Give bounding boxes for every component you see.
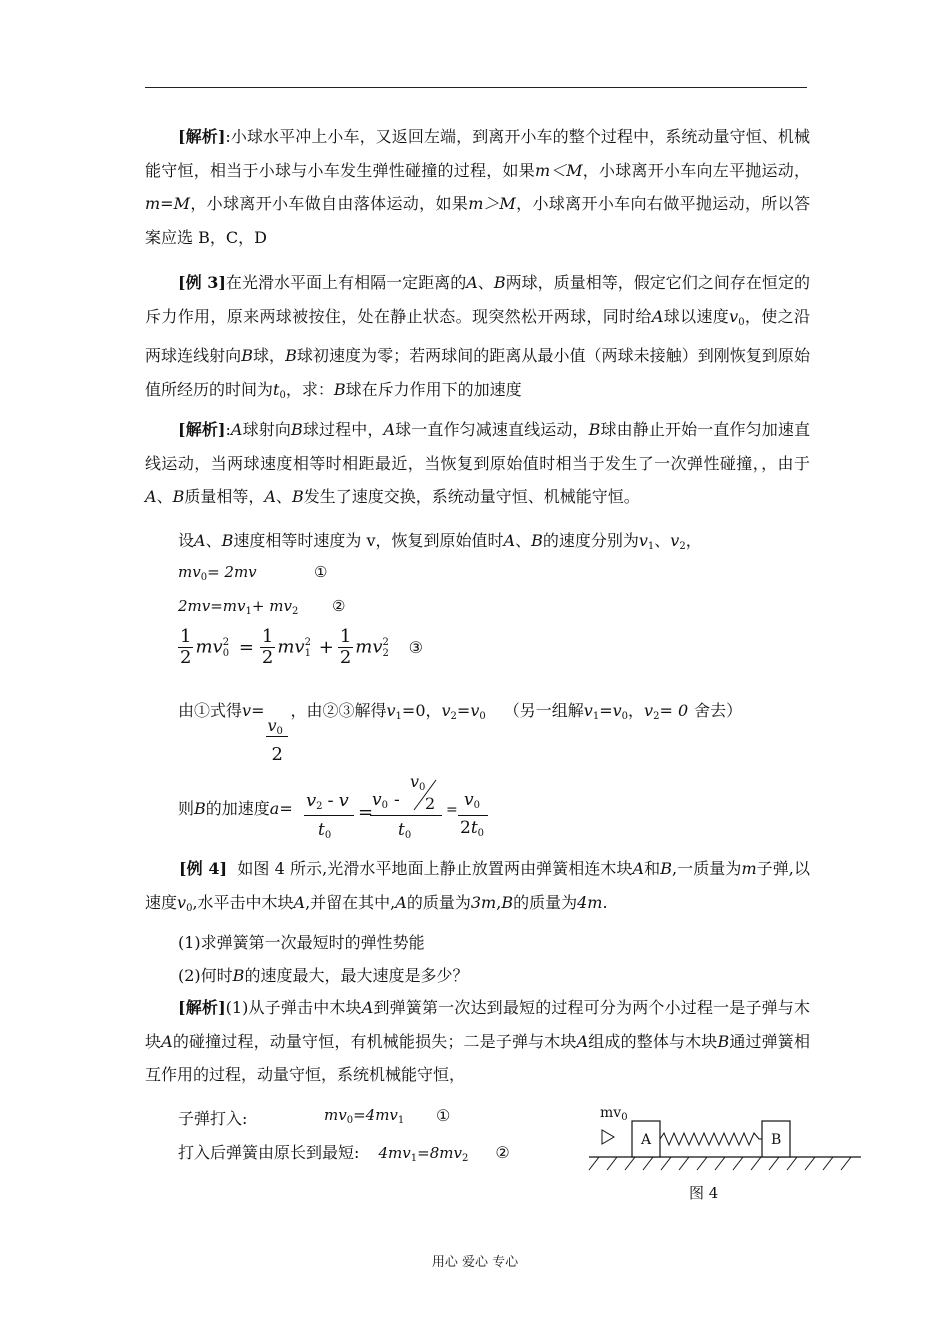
subscript: 0 — [200, 572, 208, 583]
minus: - — [327, 790, 334, 811]
equation-number: ② — [495, 1143, 510, 1162]
var: A — [632, 859, 645, 878]
text: = — [251, 701, 265, 720]
text: 的加速度 — [205, 799, 270, 818]
text: : — [225, 420, 231, 439]
text: 舍去） — [694, 701, 743, 720]
text: 到弹簧第一次达到最短的过程可分为两个小过程一是子弹与木块 — [145, 998, 810, 1051]
analysis-tag: [解析] — [178, 127, 226, 146]
var: v — [612, 701, 622, 720]
text: 子弹,以速度 — [145, 859, 810, 912]
text: (2)何时 — [178, 966, 233, 985]
var: A — [361, 998, 374, 1017]
var: A — [395, 892, 407, 912]
example-4-paragraph — [145, 852, 810, 925]
numerator: 1 — [261, 626, 274, 647]
subscript: 1 — [397, 1115, 405, 1126]
page-footer: 用心 爱心 专心 — [431, 1255, 519, 1270]
text: 的碰撞过程，动量守恒，有机械能损失；二是子弹与木块 — [172, 1031, 577, 1051]
var: B — [221, 531, 234, 550]
math: mv — [277, 636, 305, 658]
var: t — [470, 818, 478, 838]
math: m=M — [145, 194, 190, 214]
solution-3-paragraph — [145, 413, 810, 514]
plus: + — [318, 636, 334, 658]
equation-number: ① — [314, 563, 328, 581]
text: 如图 4 所示,光滑水平地面上静止放置两由弹簧相连木块 — [237, 859, 633, 878]
var: A — [651, 306, 664, 326]
subscript: 0 — [419, 782, 426, 793]
subscript: 0 — [621, 711, 629, 722]
text: 、 — [477, 273, 494, 292]
subscript: 0 — [324, 830, 332, 841]
var: v — [306, 790, 317, 811]
text: 则 — [178, 799, 195, 818]
var: m — [741, 859, 757, 878]
analysis-tag: [解析] — [178, 420, 226, 439]
text: ，小球离开小车向左平抛运动， — [582, 160, 810, 180]
subscript: 0 — [404, 830, 412, 841]
math: 4mv — [378, 1144, 411, 1162]
step-1 — [178, 1106, 451, 1129]
text: 球在斥力作用下的加速度 — [345, 379, 522, 399]
text: ，小球离开小车做自由落体运动，如果 — [189, 194, 469, 214]
text: 发生了速度交换，系统动量守恒、机械能守恒。 — [303, 487, 640, 507]
math: mv — [195, 636, 223, 658]
math: mv — [324, 1106, 347, 1124]
var: B — [588, 420, 601, 439]
subscript: 1 — [647, 541, 655, 552]
text: 球以速度 — [663, 306, 730, 326]
text: 的质量为 — [513, 892, 578, 912]
subscript: 1 — [592, 711, 600, 722]
var: v — [372, 790, 382, 810]
denominator-2: 2 — [425, 794, 436, 813]
var: v — [338, 790, 349, 811]
subscript: 2 — [382, 647, 389, 659]
example-tag: [例 4] — [179, 859, 228, 878]
denominator: 2 — [261, 647, 274, 668]
figure-mv-label — [600, 1105, 628, 1123]
var: v — [242, 701, 252, 720]
var: B — [501, 892, 514, 912]
fraction-bar — [370, 815, 442, 816]
figure-caption: 图 4 — [689, 1184, 719, 1202]
var: A — [145, 487, 157, 507]
superscript: 2 — [304, 636, 311, 648]
var: B — [493, 273, 506, 292]
subscript: 0 — [381, 800, 388, 811]
var: v — [670, 531, 680, 550]
acc-label — [178, 796, 293, 819]
equals: = — [446, 802, 458, 818]
var: v — [644, 701, 654, 720]
text: =0， — [401, 701, 442, 720]
equals: = — [358, 802, 374, 823]
var: A — [293, 892, 306, 912]
var: A — [194, 531, 206, 550]
math: = 0 — [659, 701, 689, 720]
var: 3m — [470, 892, 497, 912]
var: v — [410, 772, 420, 791]
frac2-den — [398, 820, 411, 841]
subscript: 2 — [291, 606, 299, 617]
text: 质量相等， — [184, 487, 265, 507]
spring — [660, 1133, 762, 1145]
equation-1 — [178, 563, 328, 583]
text: 球过程中， — [302, 420, 384, 439]
text: ,一质量为 — [672, 859, 742, 878]
var: v — [729, 306, 739, 326]
text: ， — [685, 531, 702, 550]
var: v — [583, 701, 593, 720]
subscript: 1 — [304, 647, 311, 659]
equation-2 — [178, 597, 346, 617]
step-2-eq — [379, 1144, 469, 1162]
var: v — [638, 531, 648, 550]
frac1-den — [318, 820, 331, 841]
var: B — [717, 1031, 730, 1051]
block-b-label: B — [771, 1132, 782, 1148]
math: =8mv — [417, 1144, 462, 1162]
text: , — [496, 892, 502, 912]
subscript: 0 — [222, 647, 230, 659]
math: mv — [178, 563, 201, 581]
minus: - — [393, 790, 400, 810]
text: ， — [628, 701, 645, 720]
text: ，由②③解得 — [290, 701, 387, 720]
var: B — [290, 420, 303, 439]
acceleration-line — [178, 772, 508, 844]
var: B — [291, 487, 304, 507]
var: B — [232, 966, 245, 985]
var: v — [267, 716, 277, 735]
numerator: 1 — [339, 626, 352, 647]
var: v — [441, 701, 451, 720]
frac3-den — [460, 818, 484, 839]
text: 、 — [654, 531, 671, 550]
solution-4-paragraph — [145, 991, 810, 1092]
text: 球射向 — [242, 420, 291, 439]
var: B — [172, 487, 185, 507]
equals: = — [238, 636, 254, 658]
var: B — [194, 799, 206, 818]
example-3-paragraph — [145, 266, 810, 412]
subscript: 0 — [186, 902, 193, 914]
setup-line — [178, 528, 702, 552]
text: 速度相等时速度为 v，恢复到原始值时 — [233, 531, 504, 550]
header-rule — [145, 87, 807, 88]
fraction — [260, 627, 275, 668]
step-label: 打入后弹簧由原长到最短: — [178, 1143, 360, 1162]
text: 由①式得 — [178, 701, 243, 720]
fraction-bar — [458, 815, 488, 816]
text: ,并留在其中, — [305, 892, 396, 912]
var: B — [660, 859, 673, 878]
text: 的速度最大，最大速度是多少？ — [244, 966, 469, 985]
step-1-eq — [324, 1106, 404, 1126]
text: 两球，质量相等，假定它们之间存在恒定的斥力作用，原来两球被按住，处在静止状态。现突然松开两球，同时给 — [145, 273, 810, 326]
text: :小球水平冲上小车，又返回左端，到离开小车的整个过程中，系统动量守恒、机械能守恒，相当于小球与小车发生弹性碰撞的过程，如果 — [145, 127, 810, 180]
superscript: 2 — [222, 636, 230, 648]
var: a — [269, 799, 280, 818]
text: 和 — [644, 859, 661, 878]
fraction-bar — [304, 815, 354, 816]
subscript: 2 — [653, 711, 660, 722]
text: 球一直作匀减速直线运动， — [395, 420, 589, 439]
block-a-label: A — [641, 1132, 652, 1148]
var: B — [531, 531, 543, 550]
fraction — [178, 627, 193, 668]
var: 4m — [577, 892, 603, 912]
equation-3 — [176, 627, 423, 668]
fraction — [338, 627, 353, 668]
var: v — [177, 892, 187, 912]
var: t — [273, 379, 280, 399]
equation-number: ③ — [408, 637, 423, 657]
step-label: 子弹打入: — [178, 1109, 248, 1128]
text: 球初速度为零；若两球间的距离从最小值（两球未接触）到刚恢复到原始值所经历的时间为 — [145, 346, 810, 399]
text: ,水平击中木块 — [192, 892, 294, 912]
text: 、 — [515, 531, 532, 550]
var: v — [470, 701, 480, 720]
var: B — [285, 346, 297, 366]
var: A — [466, 273, 478, 292]
subscript: 0 — [479, 711, 486, 722]
var: B — [241, 346, 253, 366]
text: . — [602, 892, 608, 912]
var: B — [333, 379, 346, 399]
superscript: 2 — [382, 636, 389, 648]
var: A — [230, 420, 243, 439]
frac1-num — [306, 790, 349, 812]
math: =4mv — [353, 1106, 398, 1124]
text: 、 — [275, 487, 292, 507]
var: t — [398, 820, 405, 840]
numerator: 1 — [180, 626, 192, 647]
var: A — [161, 1031, 173, 1051]
analysis-tag: [解析] — [178, 998, 226, 1017]
denominator: 2 — [271, 744, 283, 765]
subscript: 2 — [450, 711, 457, 722]
coefficient: 2 — [460, 818, 471, 838]
text: 通过弹簧相互作用的过程，动量守恒，系统机械能守恒， — [145, 1031, 810, 1085]
subscript: 0 — [477, 828, 485, 839]
text: ，小球离开小车向右做平抛运动，所以答案应选 B，C，D — [145, 194, 810, 247]
text: 球由静止开始一直作匀加速直线运动，当两球速度相等时相距最近，当恢复到原始值时相当于发生了一次弹性碰撞，，由于 — [145, 420, 810, 473]
analysis-paragraph-1 — [145, 120, 810, 254]
var: A — [503, 531, 516, 550]
text: 的速度分别为 — [542, 531, 639, 550]
equation-number: ② — [332, 597, 346, 615]
text: (1)从子弹击中木块 — [225, 998, 362, 1017]
question-1: (1)求弹簧第一次最短时的弹性势能 — [178, 933, 425, 952]
math: = 2mv — [207, 563, 257, 581]
subscript: 0 — [738, 316, 745, 328]
text: = — [279, 799, 293, 818]
subscript: 0 — [276, 726, 283, 737]
text: 在光滑水平面上有相隔一定距离的 — [225, 273, 467, 292]
subscript: 2 — [461, 1153, 469, 1164]
text: mv — [600, 1105, 622, 1121]
math: + mv — [251, 597, 292, 615]
var: v — [386, 701, 396, 720]
var: A — [264, 487, 276, 507]
denominator: 2 — [339, 647, 352, 668]
subscript: 0 — [279, 389, 286, 401]
text: = — [599, 701, 613, 720]
text: 、 — [205, 531, 222, 550]
denominator: 2 — [180, 647, 192, 668]
text: 、 — [156, 487, 173, 507]
result-line — [178, 698, 743, 765]
subscript: 2 — [316, 801, 323, 812]
fraction-bar — [266, 736, 288, 737]
text: 设 — [178, 531, 195, 550]
var: t — [318, 820, 325, 840]
math: m＞M — [468, 194, 516, 214]
var: v — [464, 790, 474, 810]
step-2 — [178, 1140, 510, 1164]
bullet-arrow-icon — [602, 1130, 614, 1144]
example-tag: [例 3] — [178, 273, 226, 292]
subscript: 0 — [473, 800, 480, 811]
subscript: 1 — [245, 606, 252, 617]
text: 组成的整体与木块 — [588, 1031, 718, 1051]
math: mv — [355, 636, 383, 658]
text: （另一组解 — [503, 701, 584, 720]
text: 球， — [252, 346, 286, 366]
text: ，使之沿两球连线射向 — [145, 306, 810, 366]
frac3-num — [464, 790, 480, 811]
text: ，求： — [285, 379, 334, 399]
var: A — [576, 1031, 589, 1051]
frac2-num — [372, 790, 406, 811]
subscript: 0 — [346, 1115, 354, 1126]
subscript: 2 — [679, 541, 686, 552]
math: m＜M — [534, 160, 583, 180]
math: 2mv=mv — [178, 597, 246, 615]
text: = — [456, 701, 471, 720]
subscript: 0 — [621, 1112, 628, 1123]
equation-number: ① — [436, 1106, 451, 1125]
subscript: 1 — [410, 1153, 418, 1164]
question-2 — [178, 963, 468, 986]
subscript: 1 — [395, 711, 402, 722]
var: A — [383, 420, 396, 439]
text: 的质量为 — [406, 892, 471, 912]
